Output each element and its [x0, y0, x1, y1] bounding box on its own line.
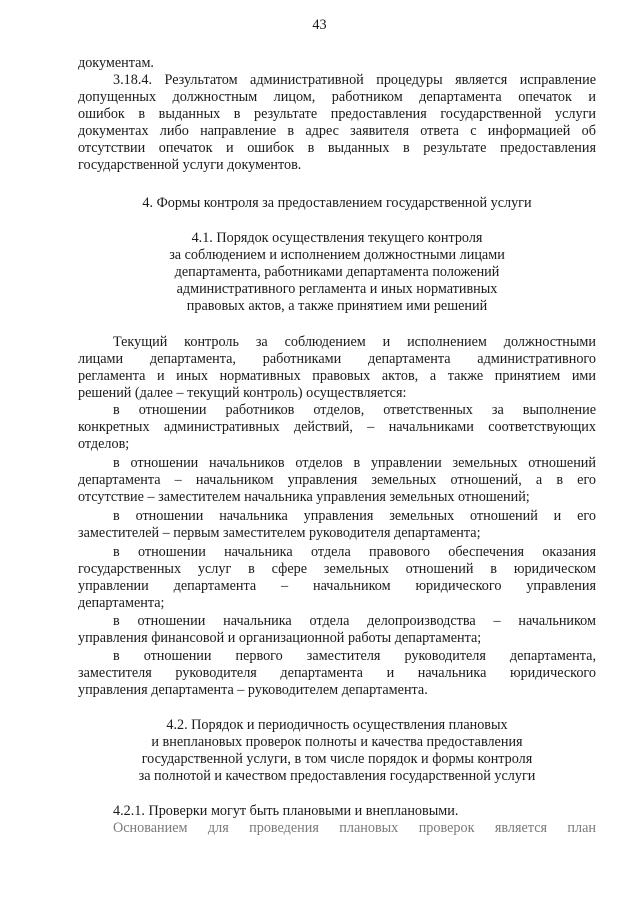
body-line: Текущий контроль за соблюдением и исполнением должностными [113, 334, 596, 350]
body-line: в отношении начальника отдела правового обеспечения оказания [113, 544, 596, 560]
body-line: в отношении начальников отделов в управлении земельных отношений [113, 455, 596, 471]
subsection-4-2-heading-line: 4.2. Порядок и периодичность осуществления плановых [166, 717, 508, 733]
subsection-4-2-heading-line: и внеплановых проверок полноты и качества предоставления [151, 734, 523, 750]
body-line: управления финансовой и организационной работы департамента; [78, 630, 482, 646]
body-line: отделов; [78, 436, 130, 452]
subsection-4-1-heading-line: за соблюдением и исполнением должностными лицами [169, 247, 505, 263]
paragraph-3-18-4-line: документах либо направление в адрес заявителя ответа с информацией об [78, 123, 596, 139]
body-line: государственных услуг в сфере земельных отношений в юридическом [78, 561, 596, 577]
subsection-4-1-heading-line: административного регламента и иных нормативных [176, 281, 498, 297]
body-line: в отношении первого заместителя руководителя департамента, [113, 648, 596, 664]
paragraph-4-2-2-start: Основанием для проведения плановых проверок является план [113, 820, 596, 836]
body-line: в отношении работников отделов, ответственных за выполнение [113, 402, 596, 418]
body-line: в отношении начальника отдела делопроизводства – начальником [113, 613, 596, 629]
body-line: отсутствие – заместителем начальника управления земельных отношений; [78, 489, 530, 505]
body-line: департамента – начальником управления земельных отношений, а в его [78, 472, 596, 488]
page-number: 43 [312, 17, 327, 33]
body-line: управления департамента – руководителем департамента. [78, 682, 428, 698]
body-line: заместителя руководителя департамента и начальника юридического [78, 665, 596, 681]
body-line: конкретных административных действий, – начальниками соответствующих [78, 419, 596, 435]
subsection-4-1-heading-line: департамента, работниками департамента положений [174, 264, 500, 280]
paragraph-4-2-1: 4.2.1. Проверки могут быть плановыми и внеплановыми. [113, 803, 459, 819]
body-line: заместителей – первым заместителем руководителя департамента; [78, 525, 481, 541]
body-line: решений (далее – текущий контроль) осуществляется: [78, 385, 407, 401]
body-line: регламента и иных нормативных правовых актов, а также принятием ими [78, 368, 596, 384]
body-line: департамента; [78, 595, 165, 611]
paragraph-3-18-4-line: отсутствии опечаток и ошибок в выданных в результате предоставления [78, 140, 596, 156]
section-4-heading: 4. Формы контроля за предоставлением государственной услуги [142, 195, 532, 211]
body-line: управлении департамента – начальником юридического управления [78, 578, 596, 594]
paragraph-3-18-4-line: допущенных должностным лицом, работником департамента опечаток и [78, 89, 596, 105]
body-line: в отношении начальника управления земельных отношений и его [113, 508, 596, 524]
subsection-4-1-heading-line: правовых актов, а также принятием ими решений [186, 298, 488, 314]
subsection-4-2-heading-line: государственной услуги, в том числе порядок и формы контроля [141, 751, 533, 767]
subsection-4-1-heading-line: 4.1. Порядок осуществления текущего контроля [191, 230, 483, 246]
prev-paragraph-tail: документам. [78, 55, 154, 71]
paragraph-3-18-4-line: ошибок в выданных в результате предоставления государственной услуги [78, 106, 596, 122]
paragraph-3-18-4-line: государственной услуги документов. [78, 157, 302, 173]
paragraph-3-18-4-line: 3.18.4. Результатом административной процедуры является исправление [113, 72, 596, 88]
subsection-4-2-heading-line: за полнотой и качеством предоставления государственной услуги [138, 768, 536, 784]
body-line: лицами департамента, работниками департамента административного [78, 351, 596, 367]
